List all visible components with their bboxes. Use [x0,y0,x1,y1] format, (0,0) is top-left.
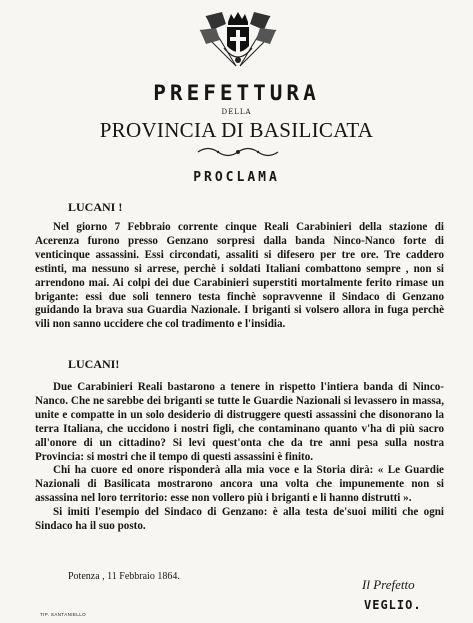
place-date: Potenza , 11 Febbraio 1864. [68,571,180,582]
paragraph-call-to-arms [35,381,444,534]
greeting-lucani-1: LUCANI ! [68,200,123,214]
ornamental-flourish-icon [196,145,280,159]
paragraph-text: Nel giorno 7 Febbraio corrente cinque Reali Carabinieri della stazione di Acerenza furono presso Genzano sorpresi dalla banda Ninco-Nanco forte di venticinque assassini. Essi circondati, assaliti si difesero per tre ore. Tre caddero estinti, ma nessuno si arrese, perchè i soldati Italiani combattono sempre , non si arrendono mai. Ai colpi dei due Carabinieri superstiti mortalmente ferito rimase un brigante: essi due soli tennero testa finchè sopravvenne il Sindaco di Genzano guidando la brava sua Guardia Nazionale. I briganti si volsero allora in fuga perchè vili non sanno uccidere che col tradimento e l'insidia. [35,221,444,331]
title-della: DELLA [221,108,252,116]
greeting-lucani-2: LUCANI! [68,357,120,371]
signer-title: Il Prefetto [362,577,415,592]
title-prefettura: PREFETTURA [153,81,320,105]
printer-mark: TIP. SANTANIELLO [40,612,86,617]
paragraph-text: Due Carabinieri Reali bastarono a tenere in rispetto l'intiera banda di Ninco-Nanco. Che ne sarebbe dei briganti se tutte le Guardie Nazionali si levassero in massa, unite e compatte in un solo desiderio di distruggere questi assassini che disonorano la terra Italiana, che uccidono i nostri figli, che contaminano quanto v'ha di più sacro all'onore di un cittadino? Si levi quest'onta che da tre anni pesa sulla nostra Provincia: si mostri che il tempo di questi assassini è finito. [35,381,444,463]
paragraph-text: Chi ha cuore ed onore risponderà alla mia voce e la Storia dirà: « Le Guardie Nazionali di Basilicata mostrarono ancora una volta che impunemente non si assassina nel loro territorio: esse non vollero più i briganti e li hanno distrutti ». [35,464,444,505]
paragraph-text: Si imiti l'esempio del Sindaco di Genzano: è alla testa de'suoi militi che ogni Sindaco ha il suo posto. [35,506,444,533]
paragraph-attack-report [35,221,444,332]
signer-name: VEGLIO. [364,598,422,612]
coat-of-arms-icon [196,8,280,74]
proclama-heading: PROCLAMA [193,170,280,185]
title-province: PROVINCIA DI BASILICATA [99,118,374,142]
